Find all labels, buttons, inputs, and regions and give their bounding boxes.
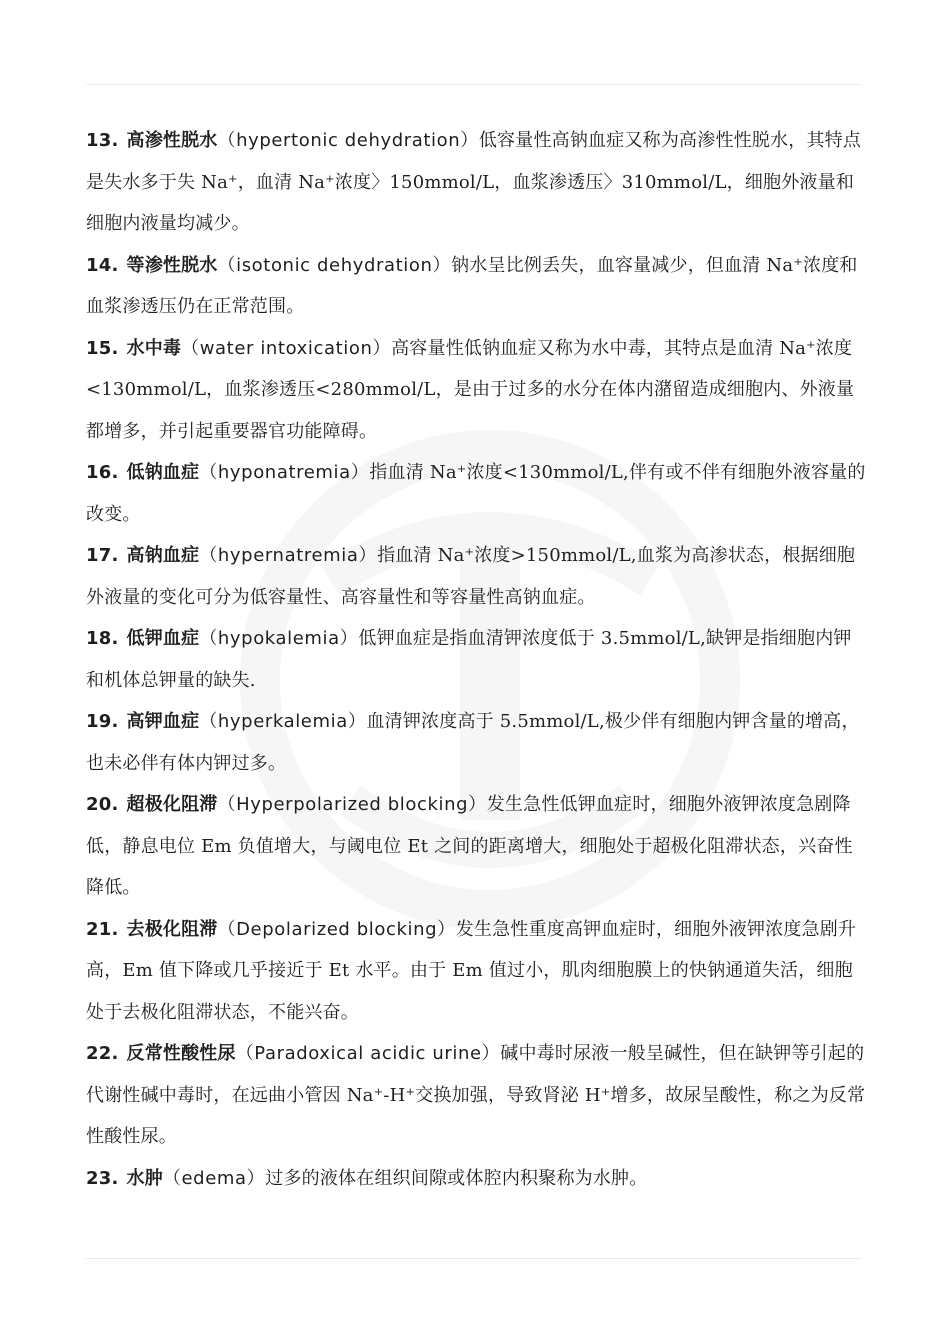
glossary-entry-14 (86, 245, 866, 328)
glossary-entry-20 (86, 784, 866, 909)
entry-term: 低钾血症 (126, 628, 200, 649)
entry-term: 等渗性脱水 (126, 254, 218, 276)
entry-term: 去极化阻滞 (126, 918, 218, 940)
entry-term: 水中毒 (126, 337, 182, 359)
entry-number: 21. (86, 918, 119, 940)
entry-term: 高钾血症 (126, 711, 200, 732)
entry-definition: 发生急性低钾血症时，细胞外液钾浓度急剧降低，静息电位 Em 负值增大，与阈电位 Et 之间的距离增大，细胞处于超极化阻滞状态，兴奋性降低。 (86, 794, 853, 898)
glossary-entry-23 (86, 1158, 866, 1200)
entry-definition: 指血清 Na⁺浓度>150mmol/L,血浆为高渗状态，根据细胞外液量的变化可分为低容量性、高容量性和等容量性高钠血症。 (86, 545, 856, 608)
entry-definition: 血清钾浓度高于 5.5mmol/L,极少伴有细胞内钾含量的增高，也未必伴有体内钾过多。 (86, 711, 860, 774)
entry-number: 20. (86, 794, 119, 815)
glossary-entry-19 (86, 701, 866, 784)
entry-number: 22. (86, 1043, 119, 1064)
entry-definition: 钠水呈比例丢失，血容量减少，但血清 Na⁺浓度和血浆渗透压仍在正常范围。 (86, 254, 858, 317)
entry-definition: 高容量性低钠血症又称为水中毒，其特点是血清 Na⁺浓度<130mmol/L，血浆渗透压<280mmol/L，是由于过多的水分在体内潴留造成细胞内、外液量都增多，并引起重要器官功能障碍。 (86, 337, 855, 442)
entry-english: （water intoxication） (181, 337, 392, 359)
glossary-entry-18 (86, 618, 866, 701)
entry-english: （hypernatremia） (199, 545, 378, 566)
entry-number: 19. (86, 711, 119, 732)
entry-number: 17. (86, 545, 119, 566)
entry-term: 反常性酸性尿 (126, 1043, 236, 1064)
entry-english: （isotonic dehydration） (217, 254, 452, 276)
glossary-entry-22 (86, 1033, 866, 1158)
entry-term: 超极化阻滞 (126, 794, 218, 815)
entry-english: （Paradoxical acidic urine） (235, 1043, 501, 1064)
header-rule (86, 84, 862, 85)
entry-english: （hypertonic dehydration） (217, 130, 479, 151)
footer-rule (86, 1258, 862, 1259)
entry-number: 16. (86, 462, 119, 483)
entry-english: （Depolarized blocking） (217, 918, 456, 940)
entry-number: 15. (86, 337, 119, 359)
entry-english: （edema） (162, 1167, 266, 1189)
entry-term: 水肿 (126, 1167, 163, 1189)
entry-term: 高钠血症 (126, 545, 200, 566)
glossary-entry-13 (86, 120, 866, 245)
entry-number: 23. (86, 1167, 119, 1189)
entry-english: （hypokalemia） (199, 628, 359, 649)
glossary-entry-15 (86, 328, 866, 453)
entry-definition: 低容量性高钠血症又称为高渗性性脱水，其特点是失水多于失 Na⁺，血清 Na⁺浓度〉150mmol/L，血浆渗透压〉310mmol/L，细胞外液量和细胞内液量均减少。 (86, 130, 862, 234)
entry-number: 13. (86, 130, 119, 151)
entry-definition: 低钾血症是指血清钾浓度低于 3.5mmol/L,缺钾是指细胞内钾和机体总钾量的缺失. (86, 628, 852, 691)
glossary-list (86, 120, 866, 1199)
entry-definition: 指血清 Na⁺浓度<130mmol/L,伴有或不伴有细胞外液容量的改变。 (86, 462, 866, 525)
entry-definition: 发生急性重度高钾血症时，细胞外液钾浓度急剧升高，Em 值下降或几乎接近于 Et 水平。由于 Em 值过小，肌肉细胞膜上的快钠通道失活，细胞处于去极化阻滞状态，不能兴奋。 (86, 918, 857, 1023)
entry-term: 高渗性脱水 (126, 130, 218, 151)
entry-english: （hyperkalemia） (199, 711, 367, 732)
entry-english: （Hyperpolarized blocking） (217, 794, 487, 815)
glossary-entry-17 (86, 535, 866, 618)
glossary-entry-16 (86, 452, 866, 535)
entry-definition: 过多的液体在组织间隙或体腔内积聚称为水肿。 (265, 1167, 648, 1189)
glossary-entry-21 (86, 909, 866, 1034)
entry-english: （hyponatremia） (199, 462, 370, 483)
entry-definition: 碱中毒时尿液一般呈碱性，但在缺钾等引起的代谢性碱中毒时，在远曲小管因 Na⁺-H⁺交换加强，导致肾泌 H⁺增多，故尿呈酸性，称之为反常性酸性尿。 (86, 1043, 866, 1147)
entry-term: 低钠血症 (126, 462, 200, 483)
entry-number: 18. (86, 628, 119, 649)
entry-number: 14. (86, 254, 119, 276)
